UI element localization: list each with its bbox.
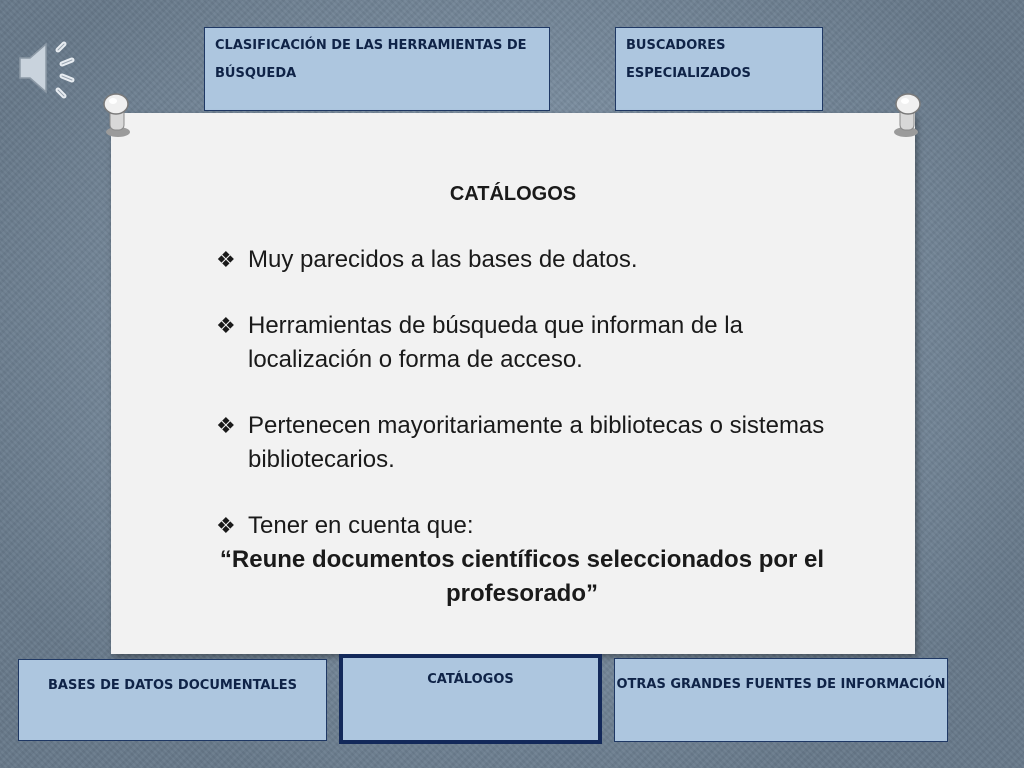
diamond-bullet-icon: ❖ xyxy=(216,313,236,338)
bullet-text: Muy parecidos a las bases de datos. xyxy=(248,246,638,273)
bullet-item xyxy=(216,509,836,611)
nav-otras-button[interactable]: OTRAS GRANDES FUENTES DE INFORMACIÓN xyxy=(614,658,948,742)
bullet-item xyxy=(216,409,836,477)
nav-catalogos-button[interactable]: CATÁLOGOS xyxy=(339,654,602,744)
bullet-text: Herramientas de búsqueda que informan de la localización o forma de acceso. xyxy=(248,312,743,373)
diamond-bullet-icon: ❖ xyxy=(216,513,236,538)
highlight-quote: “Reune documentos científicos seleccionados por el profesorado” xyxy=(219,546,825,607)
nav-buscadores-button[interactable]: BUSCADORES ESPECIALIZADOS xyxy=(615,27,823,111)
card-title: CATÁLOGOS xyxy=(449,183,577,205)
pushpin-icon xyxy=(96,92,136,140)
bullet-text: Tener en cuenta que: xyxy=(248,512,474,539)
nav-clasificacion-button[interactable]: CLASIFICACIÓN DE LAS HERRAMIENTAS DE BÚSQUEDA xyxy=(204,27,550,111)
speaker-icon[interactable] xyxy=(14,36,86,100)
diamond-bullet-icon: ❖ xyxy=(216,247,236,272)
pushpin-icon xyxy=(888,92,928,140)
content-card xyxy=(111,113,915,654)
bullet-list xyxy=(216,243,836,643)
nav-bases-button[interactable]: BASES DE DATOS DOCUMENTALES xyxy=(18,659,327,741)
bullet-text: Pertenecen mayoritariamente a bibliotecas o sistemas bibliotecarios. xyxy=(248,412,825,473)
diamond-bullet-icon: ❖ xyxy=(216,413,236,438)
bullet-item xyxy=(216,243,836,277)
bullet-item xyxy=(216,309,836,377)
